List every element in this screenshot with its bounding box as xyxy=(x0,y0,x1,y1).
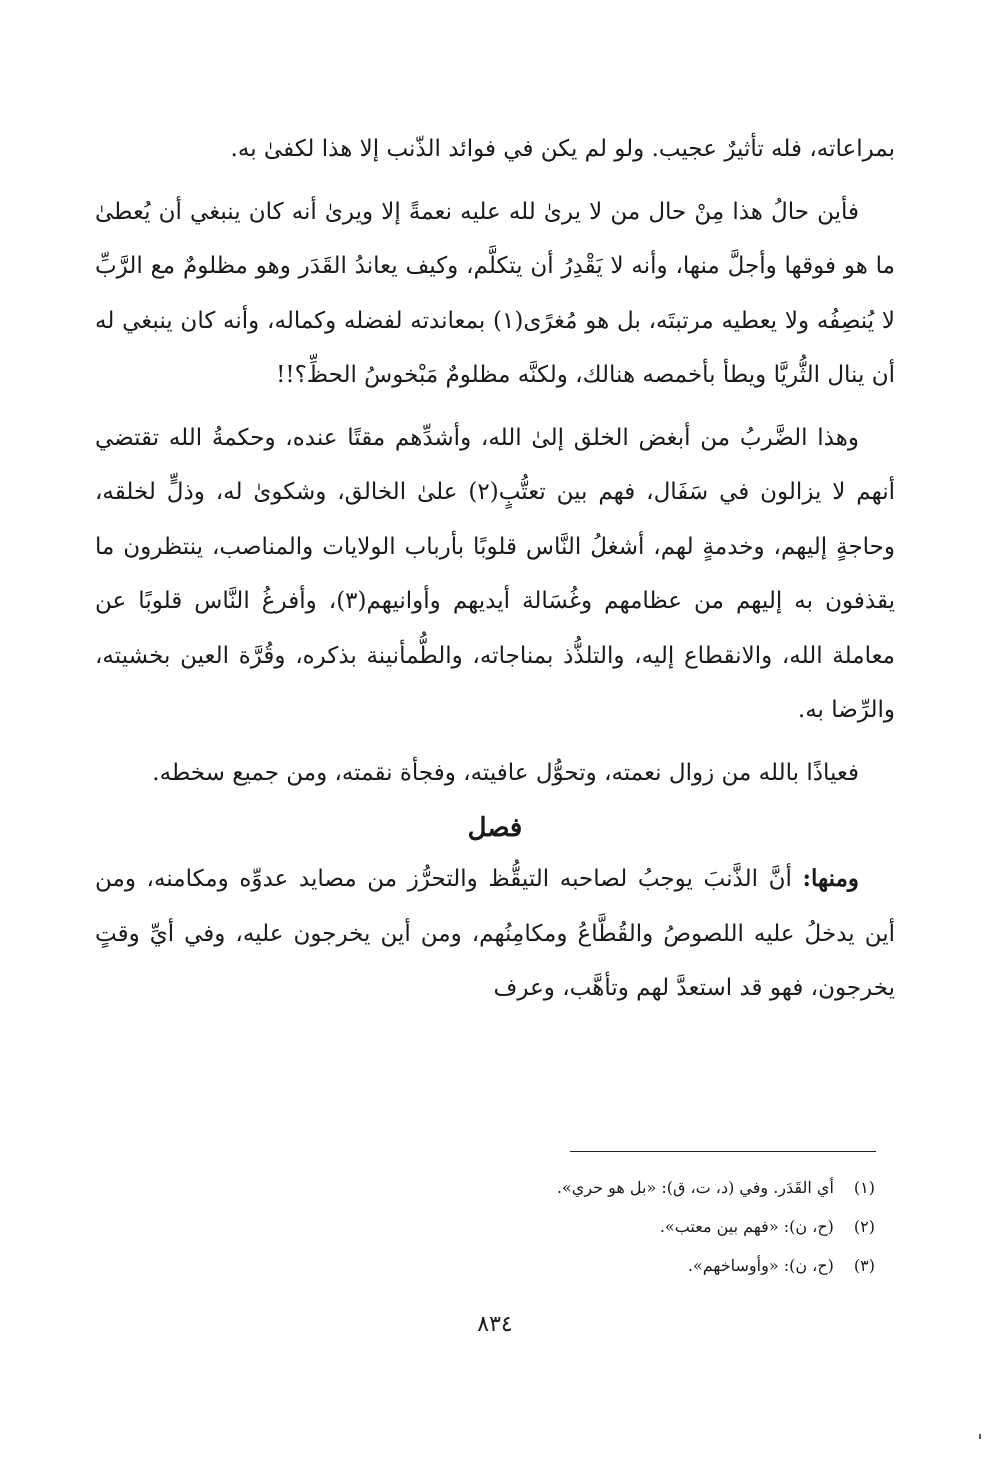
footnote-text: (ح، ن): «فهم بين معتب». xyxy=(659,1217,834,1236)
footnote-1 xyxy=(95,1168,875,1207)
page-body xyxy=(95,122,895,1016)
paragraph-5-text: أنَّ الذَّنبَ يوجبُ لصاحبه التيقُّظ والتحرُّز من مصايد عدوِّه ومكامنه، ومن أين يدخلُ عليه اللصوصُ والقُطَّاعُ ومكامِنُهم، ومن أين يخرجون عليه، وفي أيِّ وقتٍ يخرجون، فهو قد استعدَّ لهم وتأهَّب، وعرف xyxy=(95,866,895,1001)
footnote-number: (٢) xyxy=(853,1217,875,1236)
footnote-separator xyxy=(570,1151,876,1152)
paragraph-3: وهذا الضَّربُ من أبغض الخلق إلىٰ الله، وأشدِّهم مقتًا عنده، وحكمةُ الله تقتضي أنهم لا يزالون في سَفَال، فهم بين تعتُّبٍ(٢) علىٰ الخالق، وشكوىٰ له، وذلٍّ لخلقه، وحاجةٍ إليهم، وخدمةٍ لهم، أشغلُ النَّاس قلوبًا بأرباب الولايات والمناصب، ينتظرون ما يقذفون به إليهم من عظامهم وغُسَالة أيديهم وأوانيهم(٣)، وأفرغُ النَّاس قلوبًا عن معاملة الله، والانقطاع إليه، والتلذُّذ بمناجاته، والطُّمأنينة بذكره، وقُرَّة العين بخشيته، والرِّضا به. xyxy=(95,424,896,723)
paragraph-2: فأين حالُ هذا مِنْ حال من لا يرىٰ لله عليه نعمةً إلا ويرىٰ أنه كان ينبغي أن يُعطىٰ ما هو فوقها وأجلَّ منها، وأنه لا يَقْدِرُ أن يتكلَّم، وكيف يعاندُ القَدَر وهو مظلومٌ مع الرَّبِّ لا يُنصِفُه ولا يعطيه مرتبتَه، بل هو مُغرًى(١) بمعاندته لفضله وكماله، وأنه كان ينبغي له أن ينال الثُّريَّا ويطأ بأخمصه هنالك، ولكنَّه مظلومٌ مَبْخوسُ الحظِّ؟!! xyxy=(95,198,895,388)
footnote-number: (١) xyxy=(853,1178,875,1197)
paragraph-5-lead: ومنها: xyxy=(802,865,859,892)
footnote-text: أي القَدَر. وفي (د، ت، ق): «بل هو حري». xyxy=(556,1178,834,1197)
footnote-number: (٣) xyxy=(853,1256,875,1275)
paragraph-4: فعياذًا بالله من زوال نعمته، وتحوُّل عافيته، وفجأة نقمته، ومن جميع سخطه. xyxy=(152,759,859,786)
section-heading: فصل xyxy=(467,813,523,843)
paragraph-5 xyxy=(95,852,895,1016)
scan-mark xyxy=(979,1434,981,1439)
footnote-3 xyxy=(95,1246,875,1285)
page-number: ٨٣٤ xyxy=(477,1312,513,1337)
footnote-2 xyxy=(95,1207,875,1246)
paragraph-1: بمراعاته، فله تأثيرٌ عجيب. ولو لم يكن في فوائد الذّنب إلا هذا لكفىٰ به. xyxy=(230,136,895,162)
footnote-text: (ح، ن): «وأوساخهم». xyxy=(687,1256,834,1275)
footnotes xyxy=(95,1168,875,1285)
